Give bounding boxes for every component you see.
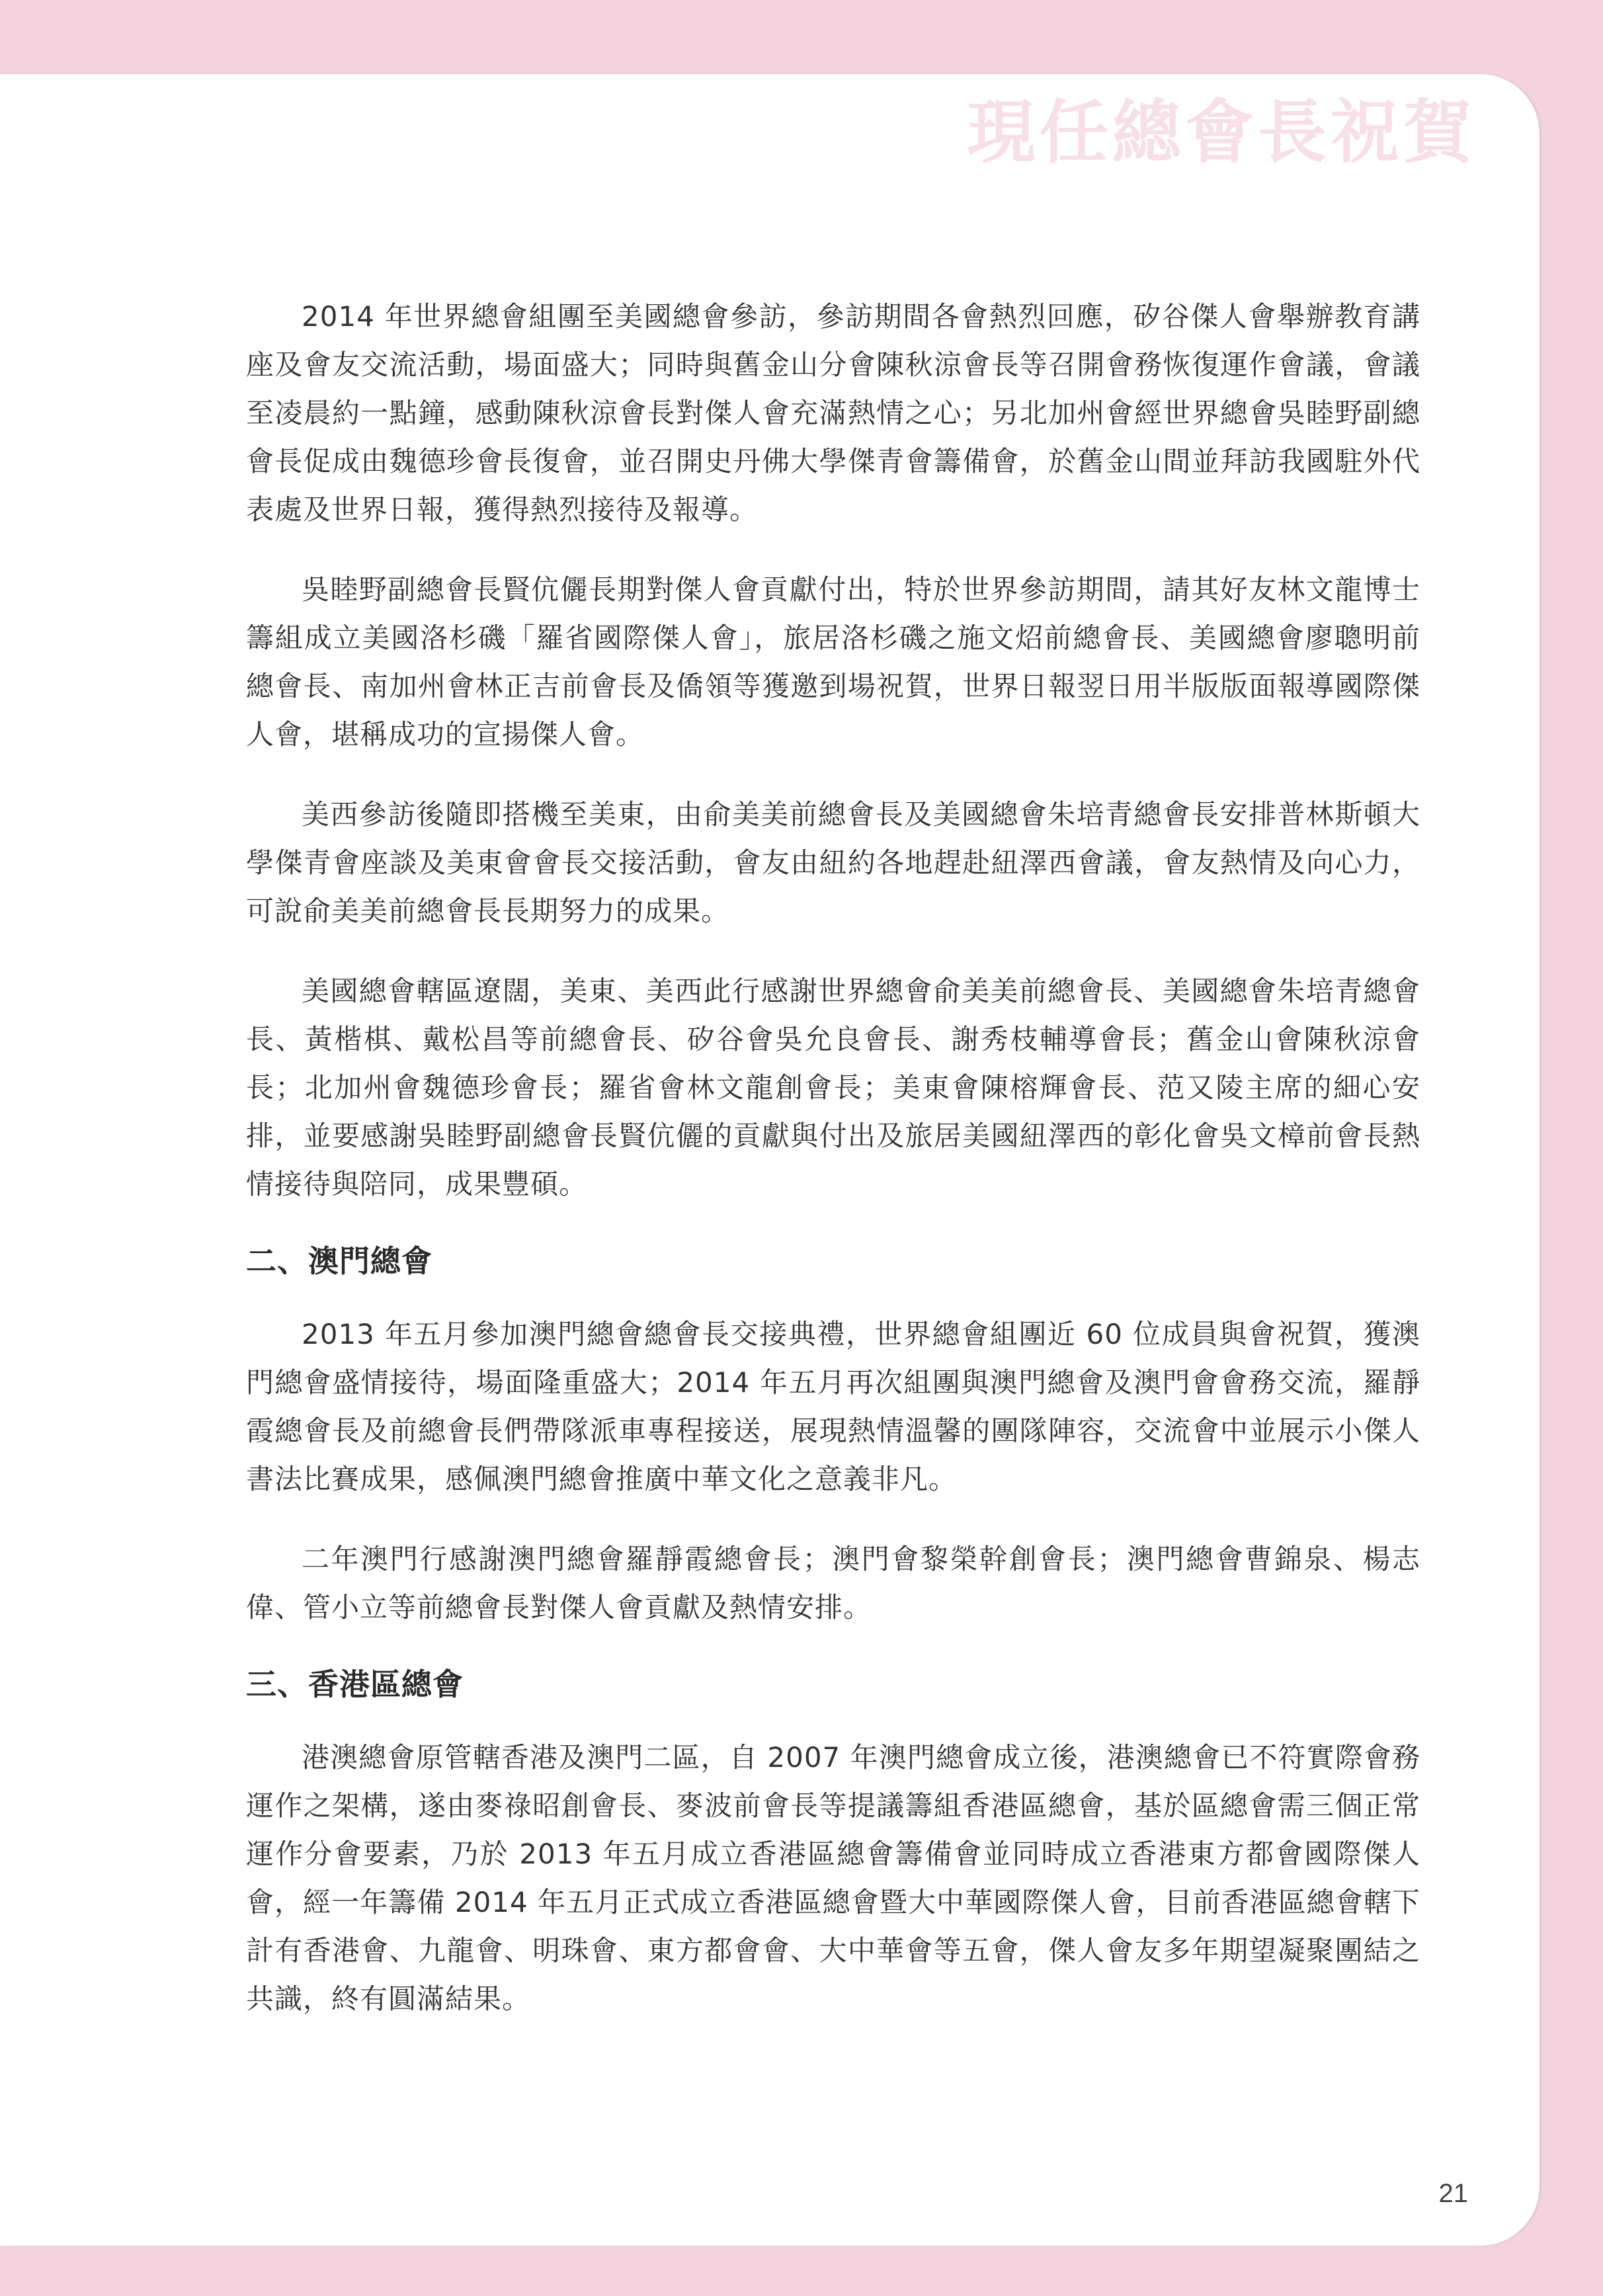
paragraph-usa-3: 美西參訪後隨即搭機至美東，由俞美美前總會長及美國總會朱培青總會長安排普林斯頓大學傑青會座談及美東會會長交接活動，會友由紐約各地趕赴紐澤西會議，會友熱情及向心力，可說俞美美前總會長長期努力的成果。 — [246, 798, 1420, 927]
paragraph-hongkong-1: 港澳總會原管轄香港及澳門二區，自 2007 年澳門總會成立後，港澳總會已不符實際會務運作之架構，遂由麥祿昭創會長、麥波前會長等提議籌組香港區總會，基於區總會需三個正常運作分會要素，乃於 2013 年五月成立香港區總會籌備會並同時成立香港東方都會國際傑人會，經一年籌備 2014 年五月正式成立香港區總會暨大中華國際傑人會，目前香港區總會轄下計有香港會、九龍會、明珠會、東方都會會、大中華會等五會，傑人會友多年期望凝聚團結之共識，終有圓滿結果。 — [246, 1741, 1420, 2015]
paragraph-usa-2: 吳睦野副總會長賢伉儷長期對傑人會貢獻付出，特於世界參訪期間，請其好友林文龍博士籌組成立美國洛杉磯「羅省國際傑人會」，旅居洛杉磯之施文炤前總會長、美國總會廖聰明前總會長、南加州會林正吉前會長及僑領等獲邀到場祝賀，世界日報翌日用半版版面報導國際傑人會，堪稱成功的宣揚傑人會。 — [246, 573, 1420, 751]
paragraph-macau-1: 2013 年五月參加澳門總會總會長交接典禮，世界總會組團近 60 位成員與會祝賀，獲澳門總會盛情接待，場面隆重盛大；2014 年五月再次組團與澳門總會及澳門會會務交流，羅靜霞總會長及前總會長們帶隊派車專程接送，展現熱情溫馨的團隊陣容，交流會中並展示小傑人書法比賽成果，感佩澳門總會推廣中華文化之意義非凡。 — [246, 1318, 1420, 1495]
section-title-hongkong: 三、香港區總會 — [246, 1666, 464, 1702]
paragraph-usa-4: 美國總會轄區遼闊，美東、美西此行感謝世界總會俞美美前總會長、美國總會朱培青總會長、黃楷棋、戴松昌等前總會長、矽谷會吳允良會長、謝秀枝輔導會長；舊金山會陳秋涼會長；北加州會魏德珍會長；羅省會林文龍創會長；美東會陳榕輝會長、范又陵主席的細心安排，並要感謝吳睦野副總會長賢伉儷的貢獻與付出及旅居美國紐澤西的彰化會吳文樟前會長熱情接待與陪同，成果豐碩。 — [246, 975, 1420, 1200]
section-title-macau: 二、澳門總會 — [246, 1243, 432, 1279]
paragraph-macau-2: 二年澳門行感謝澳門總會羅靜霞總會長；澳門會黎榮幹創會長；澳門總會曹錦泉、楊志偉、管小立等前總會長對傑人會貢獻及熱情安排。 — [246, 1543, 1420, 1623]
article-body — [246, 292, 1420, 2055]
paragraph-usa-1: 2014 年世界總會組團至美國總會參訪，參訪期間各會熱烈回應，矽谷傑人會舉辦教育講座及會友交流活動，場面盛大；同時與舊金山分會陳秋涼會長等召開會務恢復運作會議，會議至凌晨約一點鐘，感動陳秋涼會長對傑人會充滿熱情之心；另北加州會經世界總會吳睦野副總會長促成由魏德珍會長復會，並召開史丹佛大學傑青會籌備會，於舊金山間並拜訪我國駐外代表處及世界日報，獲得熱烈接待及報導。 — [246, 300, 1420, 526]
page-number: 21 — [1438, 2179, 1468, 2208]
header-title: 現任總會長祝賀 — [966, 91, 1476, 173]
page-sheet — [0, 74, 1540, 2246]
